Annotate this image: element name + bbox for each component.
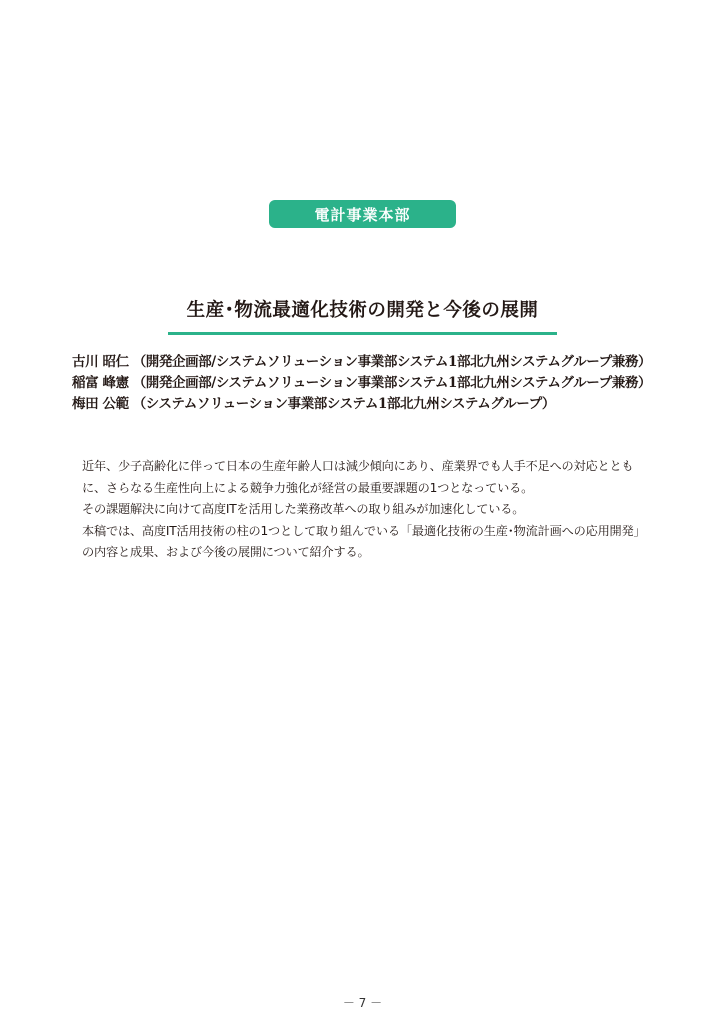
abstract-paragraph: 近年、少子高齢化に伴って日本の生産年齢人口は減少傾向にあり、産業界でも人手不足への対応とともに、さらなる生産性向上による競争力強化が経営の最重要課題の1つとなっている。 [82, 459, 634, 495]
abstract-paragraph: その課題解決に向けて高度ITを活用した業務改革への取り組みが加速化している。 [82, 502, 525, 516]
author-list [72, 352, 692, 415]
author-name: 稲富 峰憲 [72, 375, 129, 391]
abstract [82, 456, 647, 564]
author-affiliation: （開発企画部/システムソリューション事業部システム1部北九州システムグループ兼務） [132, 375, 652, 391]
abstract-paragraph: 本稿では、高度IT活用技術の柱の1つとして取り組んでいる「最適化技術の生産･物流計画への応用開発」の内容と成果、および今後の展開について紹介する。 [82, 523, 646, 559]
article-title: 生産･物流最適化技術の開発と今後の展開 [186, 300, 539, 321]
author-row [72, 394, 692, 415]
department-badge [269, 200, 456, 228]
author-affiliation: （システムソリューション事業部システム1部北九州システムグループ） [132, 396, 555, 412]
title-underline [168, 332, 557, 335]
author-affiliation: （開発企画部/システムソリューション事業部システム1部北九州システムグループ兼務） [132, 354, 652, 370]
page-number: － 7 － [342, 996, 383, 1010]
author-row [72, 352, 692, 373]
author-name: 梅田 公範 [72, 396, 129, 412]
author-name: 古川 昭仁 [72, 354, 129, 370]
department-label: 電計事業本部 [314, 205, 411, 224]
author-row [72, 373, 692, 394]
